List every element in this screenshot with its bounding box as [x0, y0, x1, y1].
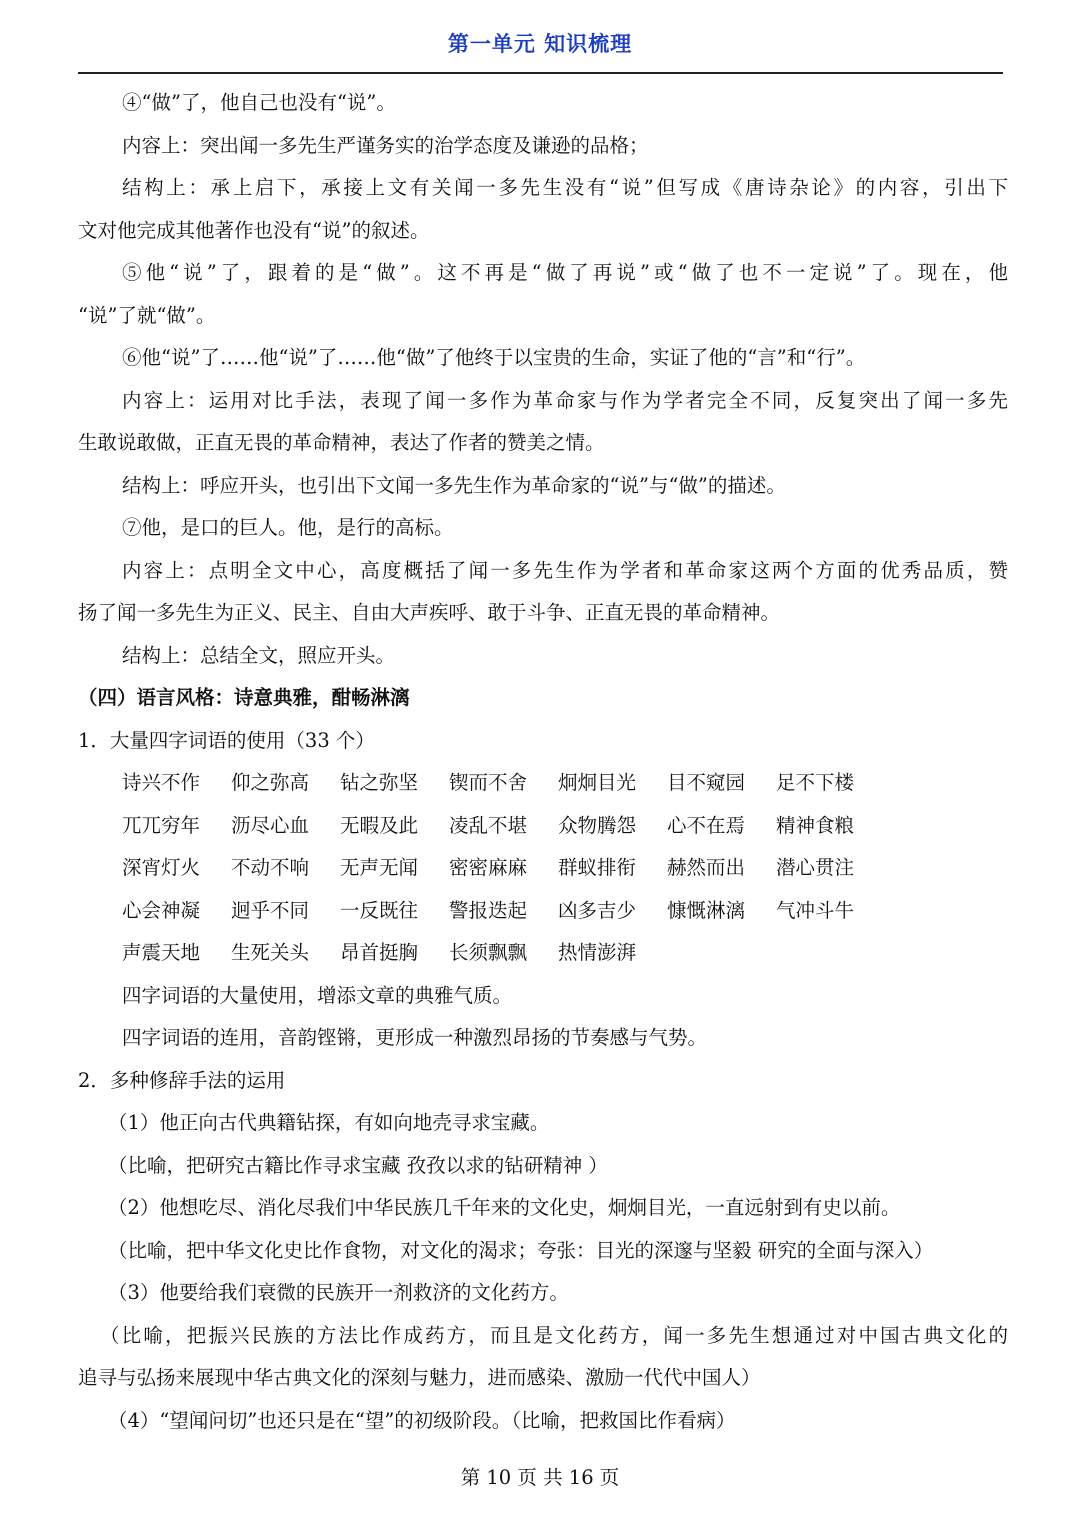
text-line: （4）“望闻问切”也还只是在“望”的初级阶段。（比喻，把救国比作看病） — [108, 1408, 736, 1432]
text-line: ⑤他“说”了，跟着的是“做”。这不再是“做了再说”或“做了也不一定说”了。现在，他 — [122, 261, 1008, 284]
text-line: （比喻，把研究古籍比作寻求宝藏 孜孜以求的钻研精神 ） — [108, 1153, 608, 1177]
word-item: 赫然而出 — [667, 856, 746, 879]
word-item: 心不在焉 — [667, 813, 746, 837]
word-item: 不动不响 — [231, 856, 310, 879]
text-line: （比喻，把振兴民族的方法比作成药方，而且是文化药方，闻一多先生想通过对中国古典文化的 — [100, 1323, 1008, 1347]
word-item: 昂首挺胸 — [340, 941, 419, 964]
text-line: （2）他想吃尽、消化尽我们中华民族几千年来的文化史，炯炯目光，一直远射到有史以前。 — [108, 1196, 901, 1219]
header-divider — [78, 72, 1003, 74]
word-item: 仰之弥高 — [231, 771, 310, 794]
page-footer: 第 10 页 共 16 页 — [460, 1466, 620, 1489]
word-item: 慷慨淋漓 — [667, 898, 746, 922]
word-item: 诗兴不作 — [122, 771, 201, 794]
word-item: 密密麻麻 — [449, 856, 528, 879]
text-line: 内容上：突出闻一多先生严谨务实的治学态度及谦逊的品格； — [122, 133, 649, 157]
word-item: 众物腾怨 — [558, 813, 637, 837]
word-item: 兀兀穷年 — [122, 813, 201, 837]
word-item: 钻之弥坚 — [340, 771, 419, 794]
section-heading: （四）语言风格：诗意典雅，酣畅淋漓 — [78, 686, 410, 709]
word-item: 锲而不舍 — [449, 771, 528, 794]
text-line: 内容上：点明全文中心，高度概括了闻一多先生作为学者和革命家这两个方面的优秀品质，赞 — [122, 558, 1008, 582]
word-item: 深宵灯火 — [122, 856, 201, 879]
word-item: 凌乱不堪 — [449, 813, 528, 837]
text-line: 追寻与弘扬来展现中华古典文化的深刻与魅力，进而感染、激励一代代中国人） — [78, 1366, 761, 1389]
text-line: “说”了就“做”。 — [78, 303, 216, 327]
text-line: （3）他要给我们衰微的民族开一剂救济的文化药方。 — [108, 1281, 569, 1304]
list-heading: 2．多种修辞手法的运用 — [78, 1068, 286, 1092]
text-line: ⑥他“说”了……他“说”了……他“做”了他终于以宝贵的生命，实证了他的“言”和“行”。 — [122, 346, 866, 369]
word-item: 凶多吉少 — [558, 898, 637, 922]
word-item: 无暇及此 — [340, 813, 419, 837]
text-line: （比喻，把中华文化史比作食物，对文化的渴求；夸张：目光的深邃与坚毅 研究的全面与深入） — [108, 1238, 934, 1262]
word-row — [78, 762, 1008, 805]
word-item: 心会神凝 — [122, 898, 201, 922]
word-item: 警报迭起 — [449, 898, 528, 922]
text-line: 内容上：运用对比手法，表现了闻一多作为革命家与作为学者完全不同，反复突出了闻一多先 — [122, 388, 1008, 412]
text-line: 结构上：总结全文，照应开头。 — [122, 643, 396, 667]
document-body — [78, 82, 1008, 1442]
word-item: 沥尽心血 — [231, 813, 310, 837]
word-row — [78, 805, 1008, 848]
page-header-title: 第一单元 知识梳理 — [447, 32, 633, 56]
word-item: 生死关头 — [231, 941, 310, 964]
word-item: 精神食粮 — [776, 813, 855, 837]
word-item: 热情澎湃 — [558, 941, 637, 964]
word-row — [78, 932, 1008, 975]
text-line: 结构上：呼应开头，也引出下文闻一多先生作为革命家的“说”与“做”的描述。 — [122, 473, 786, 497]
word-item: 目不窥园 — [667, 771, 746, 794]
text-line: 生敢说敢做，正直无畏的革命精神，表达了作者的赞美之情。 — [78, 431, 605, 454]
word-item: 气冲斗牛 — [776, 898, 855, 922]
word-item: 一反既往 — [340, 898, 419, 922]
text-line: 扬了闻一多先生为正义、民主、自由大声疾呼、敢于斗争、正直无畏的革命精神。 — [78, 601, 781, 624]
text-line: 结构上：承上启下，承接上文有关闻一多先生没有“说”但写成《唐诗杂论》的内容，引出下 — [122, 176, 1008, 199]
word-item: 群蚁排衔 — [558, 856, 637, 879]
text-line: 文对他完成其他著作也没有“说”的叙述。 — [78, 218, 430, 242]
text-line: （1）他正向古代典籍钻探，有如向地壳寻求宝藏。 — [108, 1111, 550, 1134]
word-item: 声震天地 — [122, 941, 201, 964]
text-line: 四字词语的连用，音韵铿锵，更形成一种激烈昂扬的节奏感与气势。 — [122, 1026, 708, 1049]
text-line: ⑦他，是口的巨人。他，是行的高标。 — [122, 516, 454, 539]
word-row — [78, 890, 1008, 933]
word-item: 迥乎不同 — [231, 898, 310, 922]
word-item: 无声无闻 — [340, 856, 419, 879]
word-item: 足不下楼 — [776, 771, 855, 794]
text-line: 四字词语的大量使用，增添文章的典雅气质。 — [122, 983, 513, 1007]
word-row — [78, 847, 1008, 890]
text-line: ④“做”了，他自己也没有“说”。 — [122, 91, 396, 114]
word-item: 炯炯目光 — [558, 771, 637, 794]
word-item: 潜心贯注 — [776, 856, 855, 879]
list-heading: 1．大量四字词语的使用（33 个） — [78, 728, 375, 752]
word-item: 长须飘飘 — [449, 941, 528, 964]
